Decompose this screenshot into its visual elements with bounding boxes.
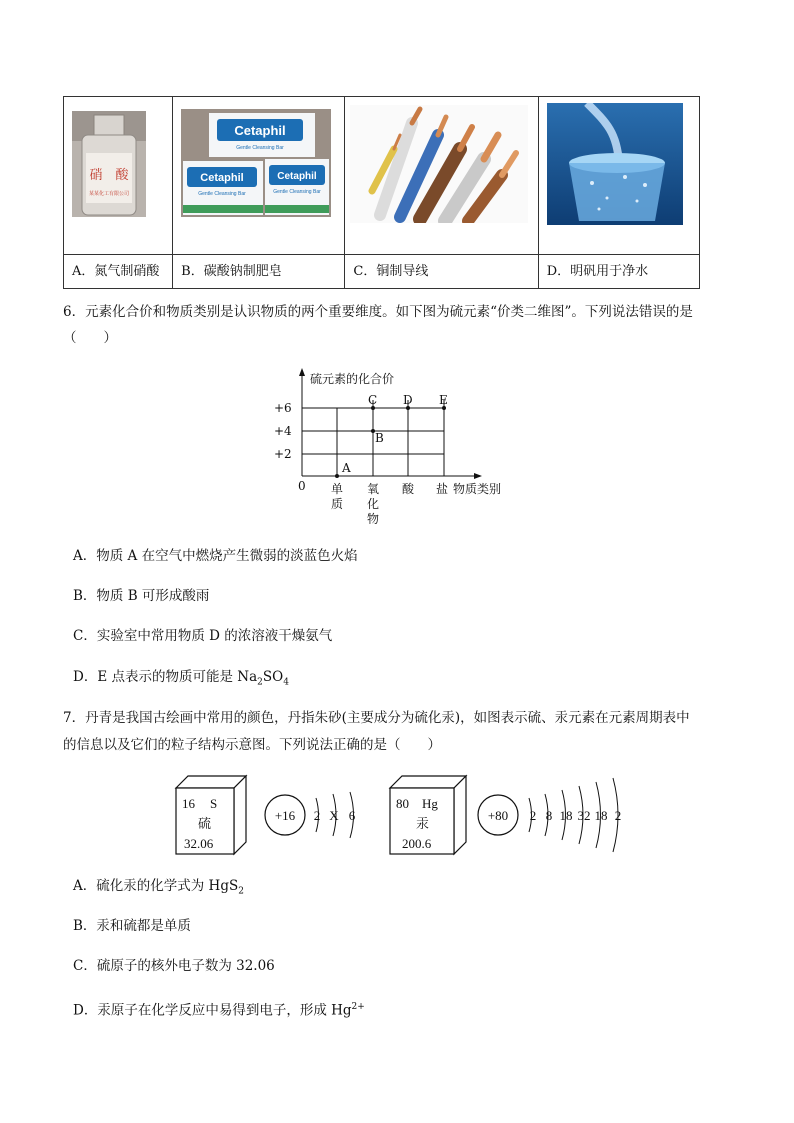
s-shell-3: 6 [348,808,356,823]
q6-option-b[interactable]: B．物质 B 可形成酸雨 [73,588,210,604]
q7-option-d-text: D．汞原子在化学反应中易得到电子，形成 Hg [73,1002,352,1019]
ytick-6: +6 [274,401,292,415]
soap-subtitle-right: Gentle Cleansing Bar [273,189,321,195]
soap-brand-top: Cetaphil [234,123,286,138]
hg-shell-3: 18 [559,808,573,823]
soap-subtitle-left: Gentle Cleansing Bar [198,191,246,197]
q6-option-d-sub2: 4 [283,677,289,688]
xcat-2-char1: 氧 [367,482,380,496]
hg-shell-1: 2 [529,808,537,823]
options-table [63,96,700,289]
s-nucleus-charge: +16 [274,808,296,823]
xcat-3: 酸 [402,482,415,496]
xcat-4: 盐 [436,482,449,496]
q6-option-d-text: D．E 点表示的物质可能是 Na [73,669,258,685]
hg-shell-2: 8 [545,808,553,823]
xcat-2-char3: 物 [367,512,380,526]
s-shell-2: X [329,808,339,823]
xcat-1-char1: 单 [331,482,344,496]
q7-option-a-text: A．硫化汞的化学式为 HgS [73,878,239,894]
hg-box-side [454,776,466,854]
s-atomic-number: 16 [182,796,195,811]
xcat-1-char2: 质 [331,497,344,511]
q6-option-d[interactable] [73,667,289,693]
hg-symbol: Hg [422,796,438,811]
q7-option-b[interactable]: B．汞和硫都是单质 [73,918,191,934]
q7-option-d[interactable] [73,997,365,1021]
soap-brand-right: Cetaphil [277,171,317,182]
bottle-label-small: 某某化工有限公司 [88,191,130,197]
element-structure-diagram [170,772,630,862]
cell-c-image [345,97,538,255]
s-shell-1: 2 [313,808,321,823]
hg-nucleus-charge: +80 [487,808,509,823]
water-glass-photo [547,103,683,225]
cell-d-image [538,97,699,255]
q6-option-d-mid: SO [262,669,284,685]
hg-shell-6: 2 [614,808,622,823]
y-axis-label: 硫元素的化合价 [310,372,395,386]
q7-stem-line1: 7．丹青是我国古绘画中常用的颜色，丹指朱砂(主要成分为硫化汞)，如图表示硫、汞元素在元素周期表中 [63,710,690,726]
option-b-caption[interactable]: B．碳酸钠制肥皂 [173,255,345,289]
xcat-2-char2: 化 [367,497,380,511]
hg-atomic-mass: 200.6 [402,836,432,851]
hg-shell-4: 32 [577,808,591,823]
s-atomic-mass: 32.06 [184,836,214,851]
point-c-label: C [368,393,378,407]
option-d-caption[interactable]: D．明矾用于净水 [538,255,699,289]
q7-option-d-sup: 2+ [351,1002,365,1012]
s-box-side [234,776,246,854]
soap-subtitle-top: Gentle Cleansing Bar [236,145,284,151]
q7-option-a-sub: 2 [238,886,244,897]
hg-box-top [390,776,466,788]
cell-b-image [173,97,345,255]
x-axis-label: 物质类别 [453,482,502,496]
nitric-acid-bottle-photo [72,111,146,217]
q7-stem-line2: 的信息以及它们的粒子结构示意图。下列说法正确的是（ ） [63,737,441,753]
s-name: 硫 [198,816,212,831]
ytick-4: +4 [274,424,292,438]
q7-option-c[interactable]: C．硫原子的核外电子数为 32.06 [73,958,275,974]
soap-brand-left: Cetaphil [200,172,244,184]
hg-atomic-number: 80 [396,796,409,811]
cell-a-image [64,97,173,255]
q6-option-d-sub1: 2 [257,677,263,688]
point-b-label: B [375,431,384,445]
q6-stem-line1: 6．元素化合价和物质类别是认识物质的两个重要维度。如下图为硫元素“价类二维图”。下列说法错误的是 [63,304,693,320]
option-c-caption[interactable]: C．铜制导线 [345,255,538,289]
q6-option-c[interactable]: C．实验室中常用物质 D 的浓溶液干燥氨气 [73,628,333,644]
q6-option-a[interactable]: A．物质 A 在空气中燃烧产生微弱的淡蓝色火焰 [73,548,358,564]
soap-box-photo [181,109,331,217]
point-a-label: A [342,461,351,475]
ytick-2: +2 [274,447,292,461]
q6-stem-line2: （ ） [63,330,117,346]
y-axis-arrow [299,368,305,376]
valence-category-chart [270,364,530,534]
point-a [335,474,339,478]
hg-shell-5: 18 [594,808,608,823]
bottle-label: 硝 酸 [89,168,129,183]
point-d-label: D [403,393,413,407]
option-a-caption[interactable]: A．氮气制硝酸 [64,255,173,289]
copper-wire-photo [350,105,528,223]
hg-name: 汞 [416,816,430,831]
point-e-label: E [439,393,448,407]
s-symbol: S [210,796,218,811]
origin-label: 0 [298,479,306,493]
x-axis-arrow [474,473,482,479]
q7-option-a[interactable] [73,876,244,902]
